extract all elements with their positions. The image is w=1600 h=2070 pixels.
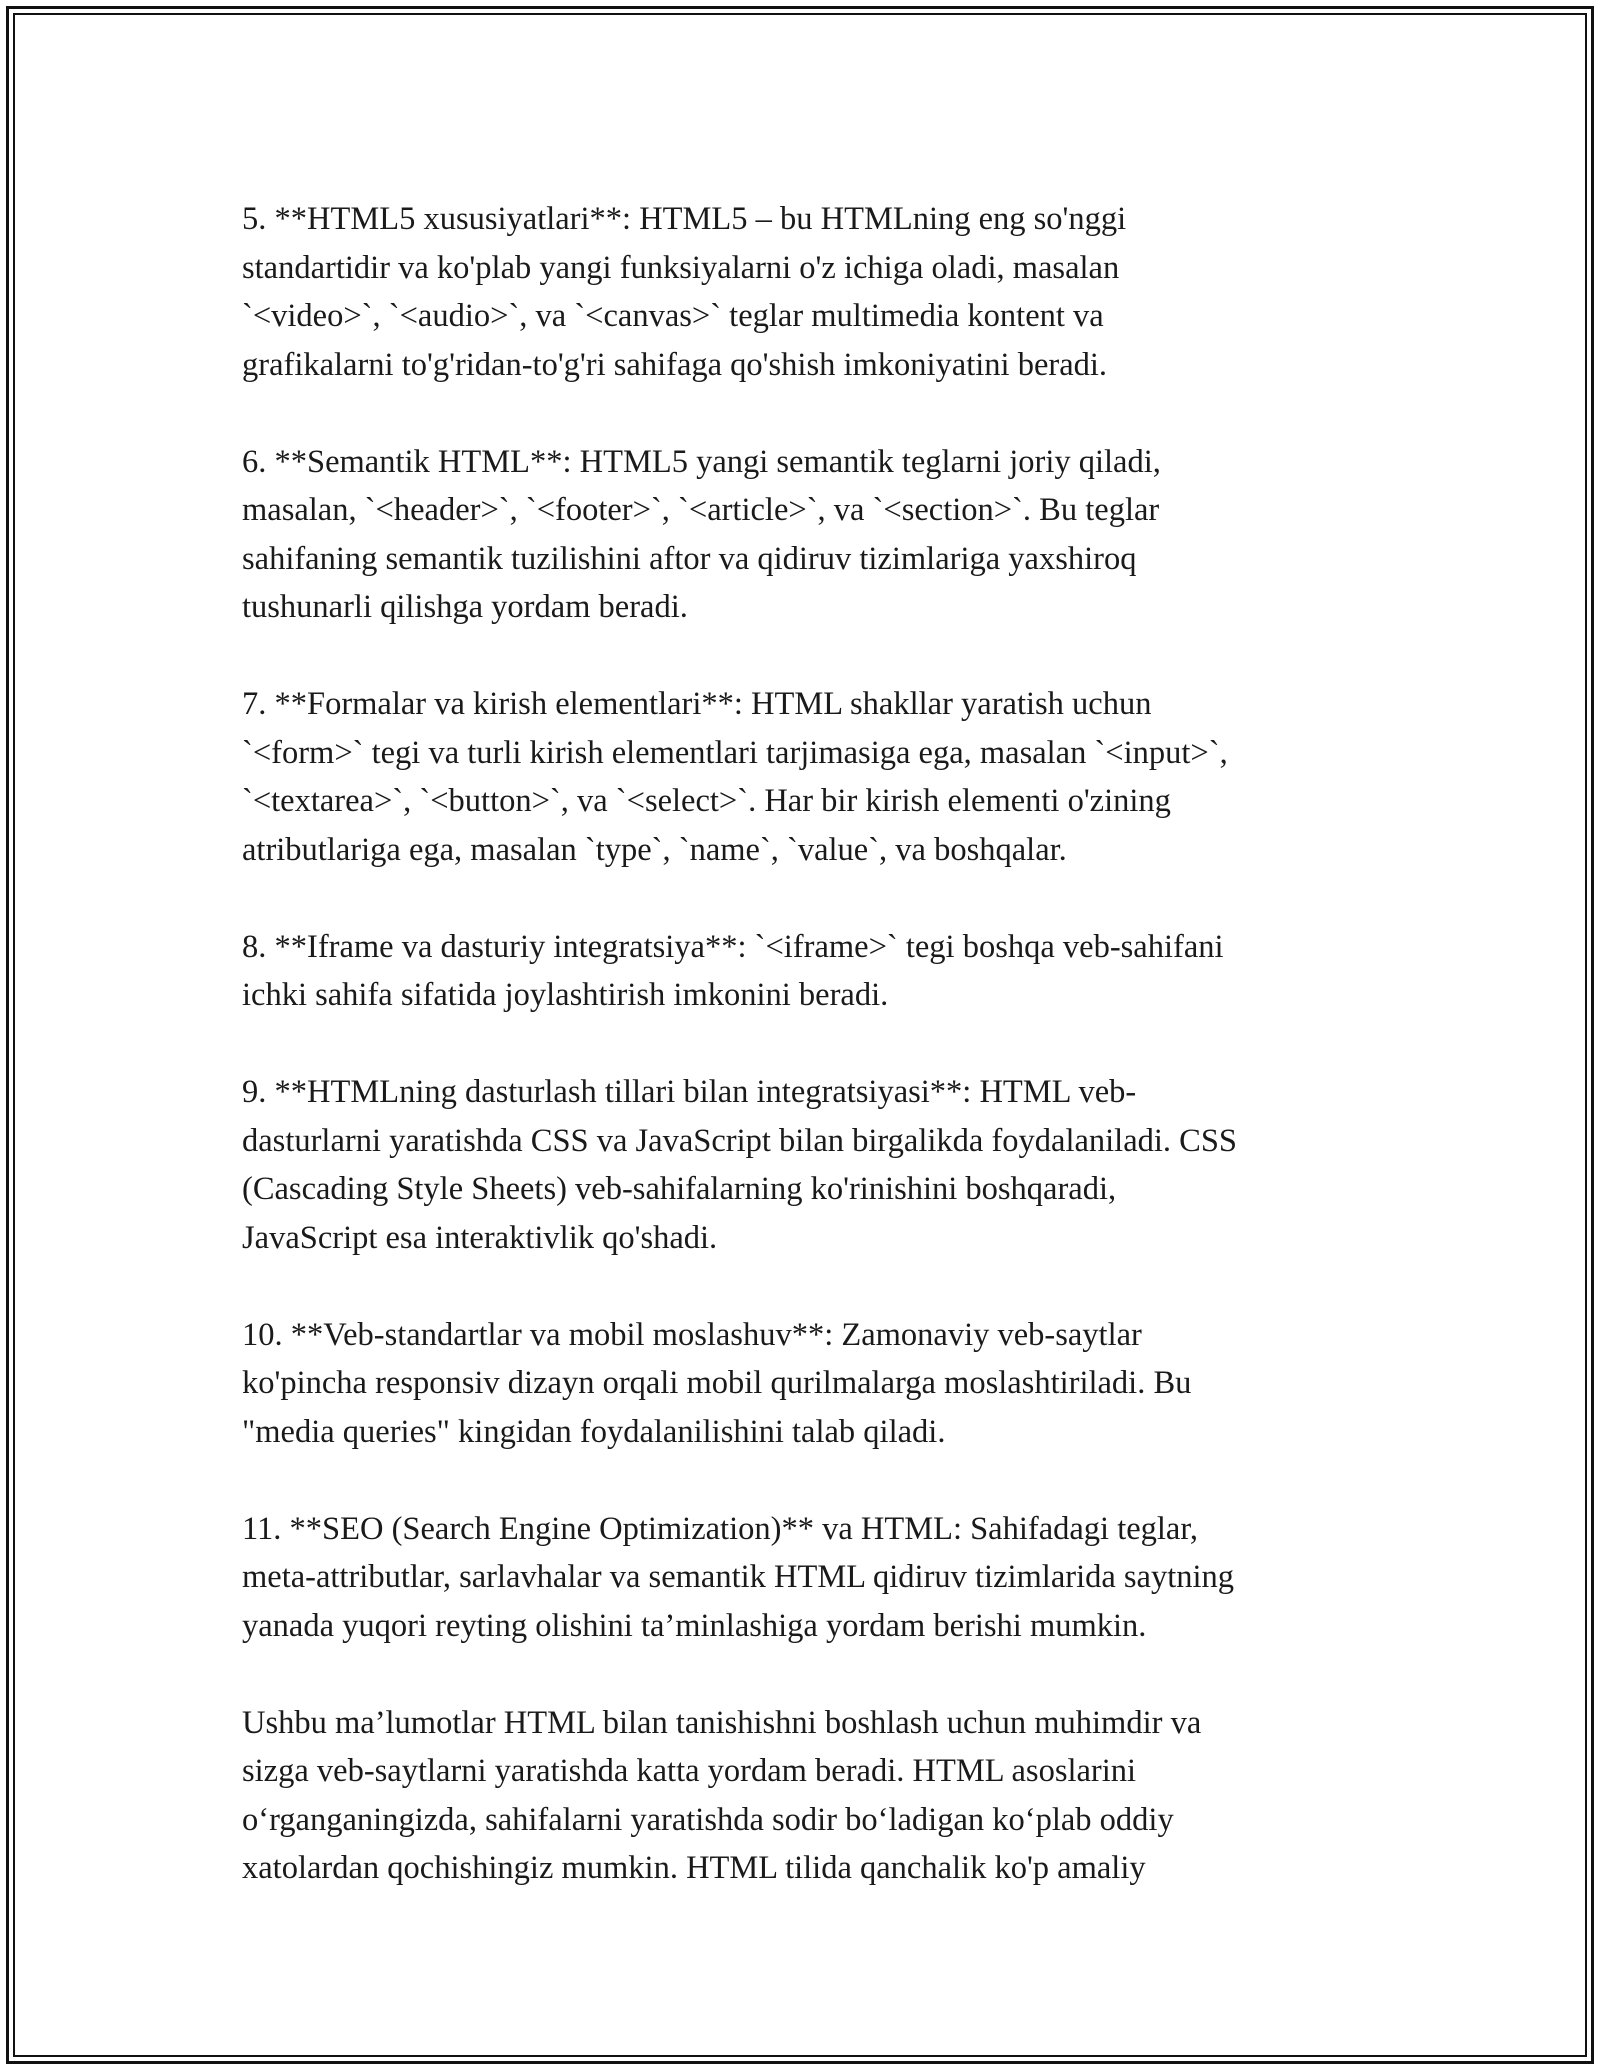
paragraph-item-9-integration: 9. **HTMLning dasturlash tillari bilan integratsiyasi**: HTML veb- dasturlarni yaratishda CSS va JavaScript bilan birgalikda foydalaniladi. CSS (Cascading Style Sheets) veb-sahifalarning ko'rinishini boshqaradi, JavaScript esa interaktivlik qo'shadi. bbox=[242, 1074, 1237, 1256]
paragraph-item-8-iframe: 8. **Iframe va dasturiy integratsiya**: `<iframe>` tegi boshqa veb-sahifani ichki sahifa sifatida joylashtirish imkonini beradi. bbox=[242, 928, 1224, 1013]
page-border-inner bbox=[13, 13, 1587, 2057]
paragraph-item-5-html5-features: 5. **HTML5 xususiyatlari**: HTML5 – bu HTMLning eng so'nggi standartidir va ko'plab yangi funksiyalarni o'z ichiga oladi, masalan `<video>`, `<audio>`, va `<canvas>` teglar multimedia kontent va grafikalarni to'g'ridan-to'g'ri sahifaga qo'shish imkoniyatini beradi. bbox=[242, 201, 1127, 383]
page-border-outer bbox=[6, 6, 1594, 2064]
paragraph-conclusion: Ushbu ma’lumotlar HTML bilan tanishishni boshlash uchun muhimdir va sizga veb-saytlarni yaratishda katta yordam beradi. HTML asoslarini o‘rganganingizda, sahifalarni yaratishda sodir bo‘ladigan ko‘plab oddiy xatolardan qochishingiz mumkin. HTML tilida qanchalik ko'p amaliy bbox=[242, 1704, 1202, 1886]
paragraph-item-7-forms-inputs: 7. **Formalar va kirish elementlari**: HTML shakllar yaratish uchun `<form>` tegi va turli kirish elementlari tarjimasiga ega, masalan `<input>`, `<textarea>`, `<button>`, va `<select>`. Har bir kirish elementi o'zining atributlariga ega, masalan `type`, `name`, `value`, va boshqalar. bbox=[242, 686, 1228, 868]
document-body bbox=[242, 195, 1402, 1893]
paragraph-item-11-seo: 11. **SEO (Search Engine Optimization)** va HTML: Sahifadagi teglar, meta-attributlar, sarlavhalar va semantik HTML qidiruv tizimlarida saytning yanada yuqori reyting olishini ta’minlashiga yordam berishi mumkin. bbox=[242, 1510, 1235, 1644]
paragraph-item-10-web-standards: 10. **Veb-standartlar va mobil moslashuv**: Zamonaviy veb-saytlar ko'pincha responsiv dizayn orqali mobil qurilmalarga moslashtiriladi. Bu "media queries" kingidan foydalanilishini talab qiladi. bbox=[242, 1316, 1192, 1450]
paragraph-item-6-semantic-html: 6. **Semantik HTML**: HTML5 yangi semantik teglarni joriy qiladi, masalan, `<header>`, `<footer>`, `<article>`, va `<section>`. Bu teglar sahifaning semantik tuzilishini aftor va qidiruv tizimlariga yaxshiroq tushunarli qilishga yordam beradi. bbox=[242, 443, 1161, 625]
